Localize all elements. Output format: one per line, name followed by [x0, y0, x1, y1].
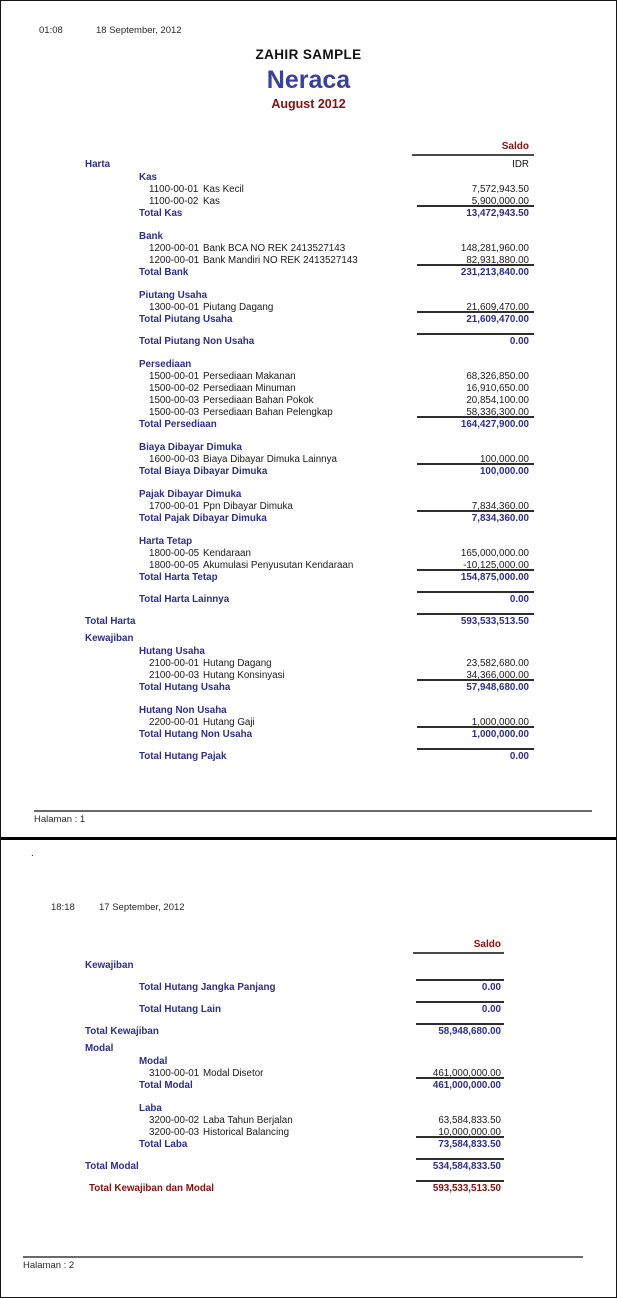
section-header-row: [1, 488, 616, 500]
row-label-cell: [1, 682, 417, 693]
row-label-cell: [1, 267, 417, 278]
balance-sheet-rows: [1, 959, 616, 1194]
account-name: Historical Balancing: [203, 1127, 290, 1138]
row-label-cell: [1, 290, 417, 301]
row-label-cell: [1, 616, 417, 627]
amount-cell: 461,000,000.00: [416, 1077, 504, 1091]
row-label-cell: [1, 1103, 416, 1114]
amount-cell: 593,533,513.50: [417, 613, 534, 627]
row-label-cell: [1, 359, 417, 370]
subtotal-row: [1, 681, 616, 693]
row-label: Harta: [85, 159, 111, 170]
row-label-cell: [1, 670, 417, 681]
amount-cell: 0.00: [417, 333, 534, 347]
row-label: Total Modal: [85, 1161, 139, 1172]
account-name: Piutang Dagang: [203, 302, 274, 313]
account-code: 2100-00-01: [149, 658, 200, 669]
amount-cell: 73,584,833.50: [416, 1136, 504, 1150]
account-code: 1200-00-01: [149, 243, 200, 254]
section-header-row: [1, 171, 616, 183]
row-label-cell: [1, 1161, 416, 1172]
row-label: Total Harta: [85, 616, 136, 627]
account-row: [1, 547, 616, 559]
account-code: 1500-00-01: [149, 371, 200, 382]
row-label-cell: [1, 184, 417, 195]
amount-cell: 5,900,000.00: [471, 196, 529, 207]
page-meta: [1, 840, 616, 913]
account-name: Akumulasi Penyusutan Kendaraan: [203, 560, 354, 571]
saldo-column-header: Saldo: [412, 141, 534, 156]
row-label-cell: [1, 336, 417, 347]
row-label-cell: [1, 572, 417, 583]
row-label-cell: [1, 633, 417, 644]
amount-cell: 164,427,900.00: [417, 416, 534, 430]
page-number-label: Halaman : 2: [23, 1260, 75, 1271]
row-label-cell: [1, 231, 417, 242]
amount-cell: 1,000,000.00: [417, 726, 534, 740]
subtotal-row: [1, 465, 616, 477]
report-page-1: [1, 1, 616, 837]
amount-cell: 0.00: [417, 748, 534, 762]
subtotal-row: [1, 418, 616, 430]
row-label-cell: [1, 466, 417, 477]
account-code: 1700-00-01: [149, 501, 200, 512]
account-row: [1, 657, 616, 669]
account-name: Biaya Dibayar Dimuka Lainnya: [203, 454, 337, 465]
row-label-cell: [1, 646, 417, 657]
page-footer: [34, 810, 592, 825]
spacer-row: [1, 693, 616, 703]
row-label-cell: [1, 658, 417, 669]
amount-cell: 34,366,000.00: [466, 670, 529, 681]
amount-cell: 68,326,850.00: [466, 371, 529, 382]
spacer-row: [1, 430, 616, 440]
amount-cell: 0.00: [416, 979, 504, 993]
subtotal-row: [1, 593, 616, 605]
amount-cell: 154,875,000.00: [417, 569, 534, 583]
account-code: 2100-00-03: [149, 670, 200, 681]
amount-cell: 100,000.00: [417, 463, 534, 477]
section-header-row: [1, 358, 616, 370]
row-label-cell: [1, 717, 417, 728]
row-label: Total Hutang Usaha: [139, 682, 231, 693]
group-header-row: [1, 959, 616, 971]
amount-cell: 7,834,360.00: [417, 510, 534, 524]
subtotal-row: [1, 728, 616, 740]
row-label-cell: [1, 501, 417, 512]
total-row: [1, 1025, 616, 1037]
column-header-row: [1, 141, 616, 156]
section-header-row: [1, 704, 616, 716]
account-row: [1, 183, 616, 195]
row-label-cell: [1, 196, 417, 207]
amount-cell: 20,854,100.00: [466, 395, 529, 406]
row-label-cell: [1, 960, 416, 971]
print-date: 17 September, 2012: [99, 902, 185, 913]
amount-cell: 13,472,943.50: [417, 205, 534, 219]
row-label: Hutang Usaha: [139, 646, 205, 657]
section-header-row: [1, 289, 616, 301]
section-header-row: [1, 1102, 616, 1114]
spacer-row: [1, 524, 616, 534]
grand-total-row: [1, 1182, 616, 1194]
account-row: [1, 1126, 616, 1138]
row-label-cell: [1, 1139, 416, 1150]
row-label-cell: [1, 560, 417, 571]
subtotal-row: [1, 571, 616, 583]
row-label: Total Kewajiban dan Modal: [89, 1183, 215, 1194]
row-label: Bank: [139, 231, 163, 242]
row-label: Total Piutang Non Usaha: [139, 336, 255, 347]
row-label-cell: [1, 705, 417, 716]
amount-cell: 0.00: [417, 591, 534, 605]
row-label: Total Hutang Non Usaha: [139, 729, 253, 740]
amount-cell: 58,948,680.00: [416, 1023, 504, 1037]
subtotal-row: [1, 207, 616, 219]
subtotal-row: [1, 1003, 616, 1015]
total-row: [1, 615, 616, 627]
account-code: 3100-00-01: [149, 1068, 200, 1079]
subtotal-row: [1, 266, 616, 278]
account-name: Kas: [203, 196, 220, 207]
stray-mark: .: [31, 848, 34, 859]
row-label-cell: [1, 407, 417, 418]
row-label: Total Hutang Lain: [139, 1004, 221, 1015]
row-label-cell: [1, 208, 417, 219]
row-label-cell: [1, 314, 417, 325]
row-label-cell: [1, 395, 417, 406]
row-label-cell: [1, 1068, 416, 1079]
account-name: Hutang Konsinyasi: [203, 670, 285, 681]
row-label-cell: [1, 1043, 416, 1054]
row-label: Total Piutang Usaha: [139, 314, 233, 325]
amount-cell: IDR: [512, 159, 529, 170]
print-date: 18 September, 2012: [96, 25, 182, 36]
row-label-cell: [1, 1127, 416, 1138]
amount-cell: 7,572,943.50: [471, 184, 529, 195]
row-label: Total Kas: [139, 208, 183, 219]
account-code: 1500-00-02: [149, 383, 200, 394]
group-header-row: [1, 1042, 616, 1054]
spacer-row: [1, 219, 616, 229]
account-code: 2200-00-01: [149, 717, 200, 728]
page-footer: [23, 1256, 583, 1271]
row-label-cell: [1, 1004, 416, 1015]
account-row: [1, 382, 616, 394]
page-number-label: Halaman : 1: [34, 814, 86, 825]
balance-sheet-rows: [1, 158, 616, 762]
row-label-cell: [1, 982, 416, 993]
row-label: Total Modal: [139, 1080, 193, 1091]
row-label: Kas: [139, 172, 157, 183]
row-label-cell: [1, 419, 417, 430]
group-header-row: [1, 632, 616, 644]
row-label: Total Kewajiban: [85, 1026, 159, 1037]
row-label-cell: [1, 1183, 416, 1194]
row-label-cell: [1, 513, 417, 524]
amount-cell: 100,000.00: [479, 454, 529, 465]
row-label-cell: [1, 454, 417, 465]
account-code: 1800-00-05: [149, 548, 200, 559]
spacer-row: [1, 1172, 616, 1182]
account-code: 3200-00-02: [149, 1115, 200, 1126]
spacer-row: [1, 477, 616, 487]
row-label: Modal: [85, 1043, 114, 1054]
account-code: 1100-00-02: [149, 196, 199, 207]
row-label-cell: [1, 302, 417, 313]
company-name: ZAHIR SAMPLE: [255, 47, 362, 62]
account-name: Modal Disetor: [203, 1068, 264, 1079]
row-label-cell: [1, 1115, 416, 1126]
row-label-cell: [1, 729, 417, 740]
section-header-row: [1, 230, 616, 242]
amount-cell: 21,609,470.00: [466, 302, 529, 313]
spacer-row: [1, 1015, 616, 1025]
account-name: Bank Mandiri NO REK 2413527143: [203, 255, 358, 266]
spacer-row: [1, 347, 616, 357]
account-row: [1, 394, 616, 406]
row-label: Biaya Dibayar Dimuka: [139, 442, 242, 453]
row-label-cell: [1, 1026, 416, 1037]
subtotal-row: [1, 1079, 616, 1091]
amount-cell: 16,910,650.00: [466, 383, 529, 394]
account-name: Kendaraan: [203, 548, 251, 559]
account-code: 1500-00-03: [149, 407, 200, 418]
amount-cell: 0.00: [416, 1001, 504, 1015]
row-label-cell: [1, 442, 417, 453]
row-label: Kewajiban: [85, 633, 134, 644]
page-meta: [1, 1, 616, 36]
account-code: 1600-00-03: [149, 454, 200, 465]
row-label-cell: [1, 594, 417, 605]
section-header-row: [1, 645, 616, 657]
account-name: Ppn Dibayar Dimuka: [203, 501, 293, 512]
account-code: 1800-00-05: [149, 560, 200, 571]
subtotal-row: [1, 313, 616, 325]
account-code: 1200-00-01: [149, 255, 200, 266]
row-label: Total Hutang Jangka Panjang: [139, 982, 276, 993]
subtotal-row: [1, 1138, 616, 1150]
row-label: Hutang Non Usaha: [139, 705, 227, 716]
account-name: Bank BCA NO REK 2413527143: [203, 243, 346, 254]
account-row: [1, 370, 616, 382]
row-label-cell: [1, 255, 417, 266]
spacer-row: [1, 1150, 616, 1160]
amount-cell: 593,533,513.50: [416, 1180, 504, 1194]
subtotal-row: [1, 981, 616, 993]
account-code: 1100-00-01: [149, 184, 199, 195]
amount-cell: 21,609,470.00: [417, 311, 534, 325]
row-label: Kewajiban: [85, 960, 134, 971]
saldo-column-header: Saldo: [413, 939, 504, 954]
row-label-cell: [1, 1080, 416, 1091]
amount-cell: 1,000,000.00: [471, 717, 529, 728]
row-label-cell: [1, 751, 417, 762]
report-period: August 2012: [271, 97, 346, 111]
account-name: Hutang Gaji: [203, 717, 255, 728]
account-code: 1300-00-01: [149, 302, 200, 313]
subtotal-row: [1, 512, 616, 524]
section-header-row: [1, 535, 616, 547]
spacer-row: [1, 993, 616, 1003]
spacer-row: [1, 278, 616, 288]
row-label: Laba: [139, 1103, 162, 1114]
row-label: Total Biaya Dibayar Dimuka: [139, 466, 268, 477]
row-label-cell: [1, 548, 417, 559]
row-label: Total Persediaan: [139, 419, 217, 430]
report-page-2: [1, 840, 616, 1297]
row-label-cell: [1, 489, 417, 500]
report-title: Neraca: [266, 66, 351, 94]
row-label-cell: [1, 172, 417, 183]
currency-header-row: [1, 158, 616, 170]
row-label-cell: [1, 536, 417, 547]
spacer-row: [1, 1091, 616, 1101]
row-label: Modal: [139, 1056, 168, 1067]
amount-cell: 534,584,833.50: [416, 1158, 504, 1172]
account-name: Laba Tahun Berjalan: [203, 1115, 293, 1126]
amount-cell: 82,931,880.00: [466, 255, 529, 266]
amount-cell: 165,000,000.00: [460, 548, 529, 559]
account-row: [1, 1114, 616, 1126]
section-header-row: [1, 441, 616, 453]
row-label-cell: [1, 1056, 416, 1067]
amount-cell: 10,000,000.00: [438, 1127, 501, 1138]
account-name: Persediaan Makanan: [203, 371, 296, 382]
section-header-row: [1, 1055, 616, 1067]
account-name: Kas Kecil: [203, 184, 244, 195]
row-label: Harta Tetap: [139, 536, 193, 547]
account-name: Persediaan Bahan Pelengkap: [203, 407, 333, 418]
row-label: Total Laba: [139, 1139, 188, 1150]
row-label-cell: [1, 383, 417, 394]
amount-cell: 57,948,680.00: [417, 679, 534, 693]
amount-cell: 461,000,000.00: [432, 1068, 501, 1079]
account-code: 3200-00-03: [149, 1127, 200, 1138]
row-label: Total Pajak Dibayar Dimuka: [139, 513, 267, 524]
row-label-cell: [1, 371, 417, 382]
amount-cell: 148,281,960.00: [460, 243, 529, 254]
row-label: Pajak Dibayar Dimuka: [139, 489, 242, 500]
amount-cell: 7,834,360.00: [471, 501, 529, 512]
row-label-cell: [1, 159, 417, 170]
row-label: Total Hutang Pajak: [139, 751, 227, 762]
row-label: Total Harta Tetap: [139, 572, 218, 583]
row-label: Persediaan: [139, 359, 192, 370]
account-name: Persediaan Bahan Pokok: [203, 395, 314, 406]
spacer-row: [1, 971, 616, 981]
account-row: [1, 1067, 616, 1079]
account-row: [1, 242, 616, 254]
row-label: Piutang Usaha: [139, 290, 208, 301]
amount-cell: -10,125,000.00: [463, 560, 529, 571]
row-label-cell: [1, 243, 417, 254]
amount-cell: 23,582,680.00: [466, 658, 529, 669]
column-header-row: [1, 939, 616, 954]
account-name: Persediaan Minuman: [203, 383, 296, 394]
row-label: Total Bank: [139, 267, 189, 278]
subtotal-row: [1, 335, 616, 347]
amount-cell: 63,584,833.50: [438, 1115, 501, 1126]
subtotal-row: [1, 750, 616, 762]
amount-cell: 231,213,840.00: [417, 264, 534, 278]
account-code: 1500-00-03: [149, 395, 200, 406]
amount-cell: 58,336,300.00: [466, 407, 529, 418]
print-time: 01:08: [39, 25, 63, 36]
row-label: Total Harta Lainnya: [139, 594, 230, 605]
total-row: [1, 1160, 616, 1172]
account-name: Hutang Dagang: [203, 658, 272, 669]
print-time: 18:18: [51, 902, 75, 913]
